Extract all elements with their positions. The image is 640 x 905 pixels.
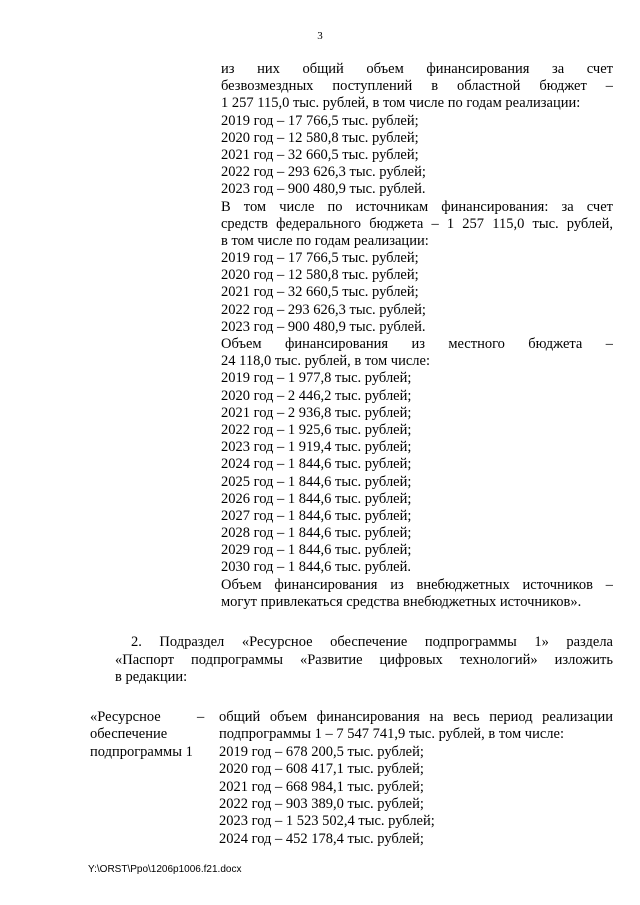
text-line: 2023 год – 900 480,9 тыс. рублей. [221, 318, 426, 335]
text-line: 2. Подраздел «Ресурсное обеспечение подпрограммы 1» раздела [131, 634, 613, 650]
text-line: Объем финансирования из внебюджетных источников – [221, 576, 613, 593]
resource-values [219, 709, 613, 848]
text-line: 2022 год – 293 626,3 тыс. рублей; [221, 301, 426, 318]
text-line: безвозмездных поступлений в областной бюджет – [221, 78, 613, 95]
text-line: 2023 год – 1 523 502,4 тыс. рублей; [219, 813, 435, 830]
text-line: 2027 год – 1 844,6 тыс. рублей; [221, 507, 412, 524]
text-line: 2024 год – 452 178,4 тыс. рублей; [219, 830, 424, 847]
text-line: в том числе по годам реализации: [221, 232, 429, 249]
text-line: средств федерального бюджета – 1 257 115,0 тыс. рублей, [221, 215, 613, 232]
section-2-paragraph [115, 634, 613, 687]
text-line: 2019 год – 1 977,8 тыс. рублей; [221, 370, 412, 387]
financing-text-block [221, 61, 613, 611]
resource-label [90, 709, 210, 761]
text-line: в редакции: [115, 669, 188, 686]
text-line: 2020 год – 2 446,2 тыс. рублей; [221, 387, 412, 404]
text-line: 2022 год – 903 389,0 тыс. рублей; [219, 795, 424, 812]
label-line: «Ресурсное [90, 709, 161, 725]
label-line: подпрограммы 1 [90, 743, 193, 760]
text-line: Объем финансирования из местного бюджета – [221, 336, 613, 352]
text-line: 2024 год – 1 844,6 тыс. рублей; [221, 456, 412, 473]
text-line: 2019 год – 17 766,5 тыс. рублей; [221, 112, 419, 129]
text-line: 2021 год – 668 984,1 тыс. рублей; [219, 778, 424, 795]
text-line: общий объем финансирования на весь период реализации [219, 709, 613, 725]
text-line: 2030 год – 1 844,6 тыс. рублей. [221, 559, 412, 576]
text-line: «Паспорт подпрограммы «Развитие цифровых технологий» изложить [115, 651, 613, 668]
label-dash: – [197, 709, 205, 725]
label-line: обеспечение [90, 726, 168, 743]
text-line: 2021 год – 2 936,8 тыс. рублей; [221, 404, 412, 421]
text-line: 2025 год – 1 844,6 тыс. рублей; [221, 473, 412, 490]
text-line: 2019 год – 678 200,5 тыс. рублей; [219, 743, 424, 760]
text-line: 2020 год – 12 580,8 тыс. рублей; [221, 267, 419, 284]
text-line: 2023 год – 900 480,9 тыс. рублей. [221, 181, 426, 198]
text-line: 2029 год – 1 844,6 тыс. рублей; [221, 542, 412, 559]
text-line: подпрограммы 1 – 7 547 741,9 тыс. рублей, в том числе: [219, 726, 564, 743]
text-line: 2022 год – 293 626,3 тыс. рублей; [221, 164, 426, 181]
text-line: 2021 год – 32 660,5 тыс. рублей; [221, 146, 419, 163]
page-number: 3 [317, 30, 323, 42]
text-line: из них общий объем финансирования за счет [221, 61, 613, 77]
text-line: могут привлекаться средства внебюджетных источников». [221, 593, 582, 610]
text-line: 1 257 115,0 тыс. рублей, в том числе по годам реализации: [221, 95, 581, 112]
text-line: 2022 год – 1 925,6 тыс. рублей; [221, 421, 412, 438]
text-line: 2019 год – 17 766,5 тыс. рублей; [221, 250, 419, 267]
text-line: 2023 год – 1 919,4 тыс. рублей; [221, 439, 412, 456]
text-line: В том числе по источникам финансирования: за счет [221, 198, 613, 215]
text-line: 24 118,0 тыс. рублей, в том числе: [221, 353, 430, 370]
file-path-footer: Y:\ORST\Ppo\1206p1006.f21.docx [88, 864, 242, 875]
text-line: 2020 год – 608 417,1 тыс. рублей; [219, 761, 424, 778]
text-line: 2020 год – 12 580,8 тыс. рублей; [221, 129, 419, 146]
text-line: 2021 год – 32 660,5 тыс. рублей; [221, 284, 419, 301]
text-line: 2028 год – 1 844,6 тыс. рублей; [221, 525, 412, 542]
text-line: 2026 год – 1 844,6 тыс. рублей; [221, 490, 412, 507]
